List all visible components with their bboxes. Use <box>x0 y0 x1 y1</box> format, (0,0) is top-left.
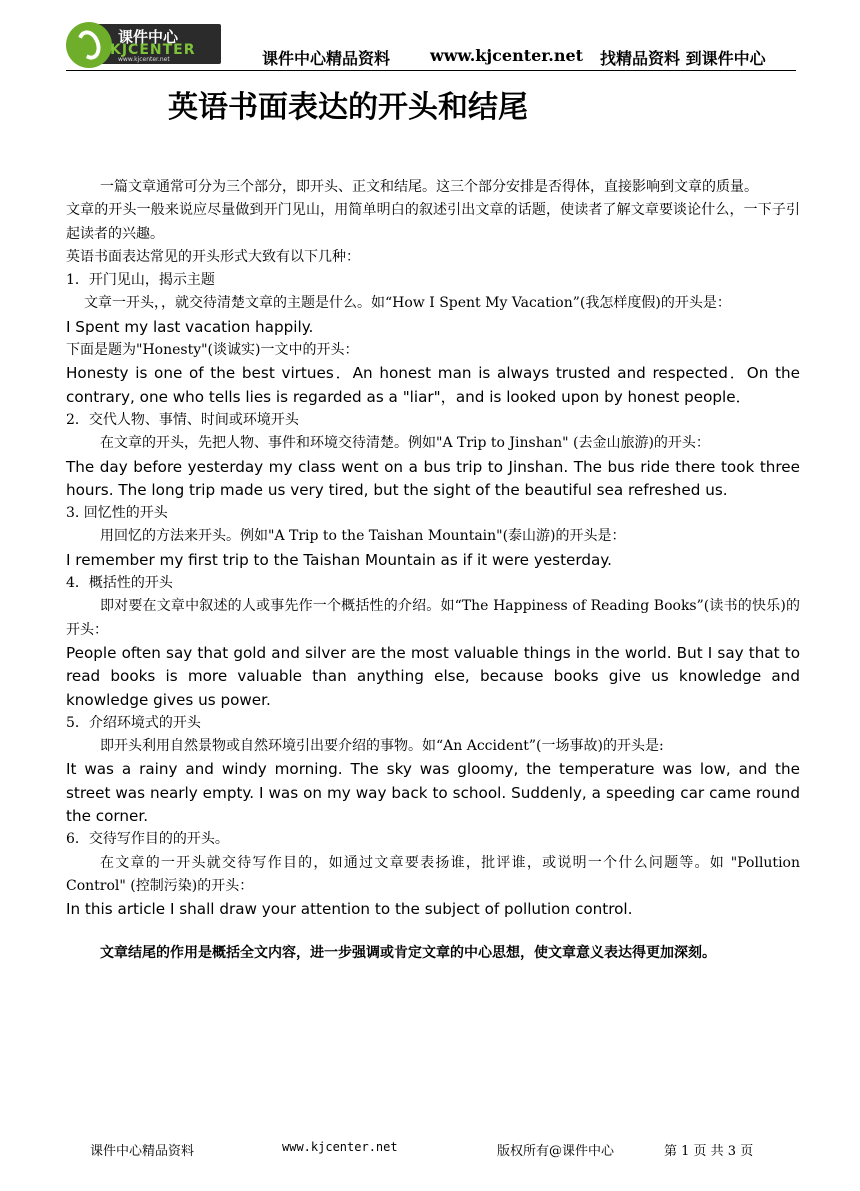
example-sentence-1: I Spent my last vacation happily. <box>66 317 314 336</box>
example-sentence-2: The day before yesterday my class went on a bus trip to Jinshan. The bus ride there took three hours. The long trip made us very tired, but the sight of the beautiful sea refreshed us. <box>66 457 800 499</box>
example-sentence-3: I remember my first trip to the Taishan Mountain as if it were yesterday. <box>66 550 612 569</box>
paragraph-section-4: 即对要在文章中叙述的人或事先作一个概括性的介绍。如“The Happiness of Reading Books”(读书的快乐)的开头： <box>66 598 800 638</box>
paragraph-section-5: 即开头利用自然景物或自然环境引出要介绍的事物。如“An Accident”(一场事故)的开头是: <box>100 738 664 755</box>
section-heading-3: 3. 回忆性的开头 <box>66 505 168 522</box>
section-heading-2: 2．交代人物、事情、时间或环境开头 <box>66 411 299 428</box>
paragraph-section-6: 在文章的一开头就交待写作目的，如通过文章要表扬谁，批评谁，或说明一个什么问题等。如 "Pollution Control" (控制污染)的开头： <box>66 854 800 894</box>
section-heading-5: 5．介绍环境式的开头 <box>66 714 201 731</box>
paragraph-section-3: 用回忆的方法来开头。例如"A Trip to the Taishan Mountain"(泰山游)的开头是： <box>100 528 626 545</box>
example-sentence-6: In this article I shall draw your attention to the subject of pollution control. <box>66 900 633 919</box>
paragraph-opening-principle: 文章的开头一般来说应尽量做到开门见山，用简单明白的叙述引出文章的话题，使读者了解文章要谈论什么，一下子引起读者的兴趣。 <box>66 202 800 242</box>
paragraph-honesty-intro: 下面是题为"Honesty"(谈诚实)一文中的开头： <box>66 342 359 359</box>
footer-copyright: 版权所有@课件中心 <box>497 1144 615 1159</box>
header-slogan: 找精品资料 到课件中心 <box>600 49 766 68</box>
page-title: 英语书面表达的开头和结尾 <box>168 90 528 125</box>
paragraph-section-1: 文章一开头，，就交待清楚文章的主题是什么。如“How I Spent My Vacation”(我怎样度假)的开头是： <box>84 295 731 312</box>
paragraph-intro: 一篇文章通常可分为三个部分，即开头、正文和结尾。这三个部分安排是否得体，直接影响到文章的质量。 <box>100 179 758 195</box>
logo-en-text: KJCENTER <box>110 42 196 58</box>
section-heading-4: 4．概括性的开头 <box>66 575 173 592</box>
header-divider <box>66 70 796 71</box>
example-sentence-4: People often say that gold and silver are the most valuable things in the world. But I say that to read books is more valuable than anything else, because books give us knowledge and knowledge gives us power. <box>66 643 800 709</box>
footer-page-number: 第 1 页 共 3 页 <box>664 1144 754 1159</box>
paragraph-opening-types: 英语书面表达常见的开头形式大致有以下几种： <box>66 248 360 265</box>
document-body <box>66 176 800 965</box>
logo-cn-text: 课件中心 <box>118 28 179 46</box>
header-url-link[interactable]: www.kjcenter.net <box>430 46 584 65</box>
paragraph-section-2: 在文章的开头，先把人物、事件和环境交待清楚。例如"A Trip to Jinshan" (去金山旅游)的开头： <box>100 435 710 452</box>
logo-url-text: www.kjcenter.net <box>118 56 170 63</box>
section-heading-6: 6．交待写作目的的开头。 <box>66 831 229 848</box>
logo-swirl-icon <box>66 22 112 68</box>
page-header <box>66 22 796 72</box>
footer-label: 课件中心精品资料 <box>90 1144 195 1159</box>
example-sentence-5: It was a rainy and windy morning. The sky was gloomy, the temperature was low, and the street was nearly empty. I was on my way back to school. Suddenly, a speeding car came round the corner. <box>66 760 800 826</box>
kjcenter-logo <box>66 22 221 68</box>
paragraph-ending-summary: 文章结尾的作用是概括全文内容，进一步强调或肯定文章的中心思想，使文章意义表达得更加深刻。 <box>100 944 716 961</box>
header-label: 课件中心精品资料 <box>262 49 391 68</box>
section-heading-1: 1．开门见山，揭示主题 <box>66 272 215 289</box>
example-sentence-honesty: Honesty is one of the best virtues．An honest man is always trusted and respected．On the contrary, one who tells lies is regarded as a "liar"，and is looked upon by honest people． <box>66 364 800 406</box>
footer-url-link[interactable]: www.kjcenter.net <box>282 1140 398 1154</box>
